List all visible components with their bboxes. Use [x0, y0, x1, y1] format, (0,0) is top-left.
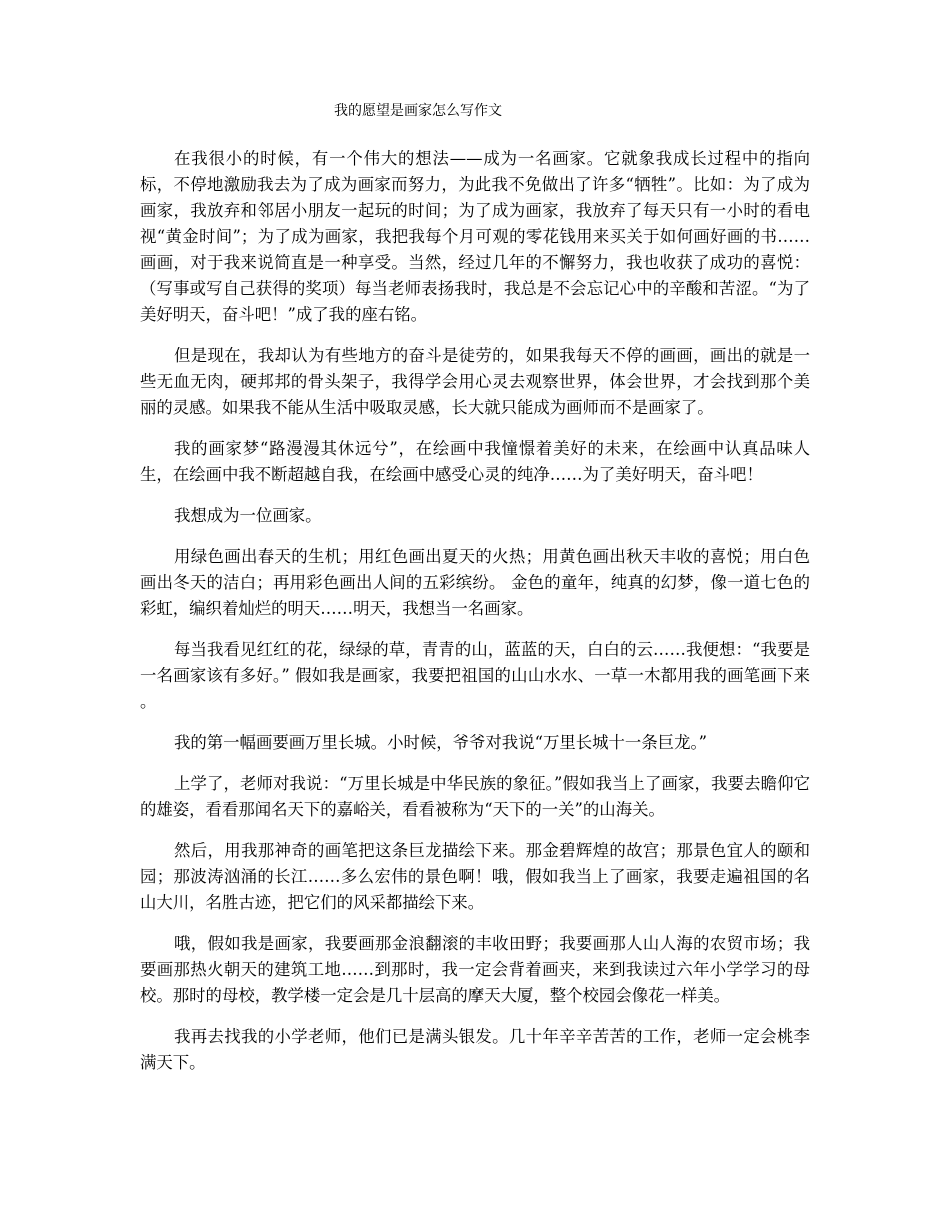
paragraph-10: 哦，假如我是画家，我要画那金浪翻滚的丰收田野；我要画那人山人海的农贸市场；我要画那热火朝天的建筑工地……到那时，我一定会背着画夹，来到我读过六年小学学习的母校。那时的母校，教学楼一定会是几十层高的摩天大厦，整个校园会像花一样美。	[140, 934, 810, 1005]
paragraph-9: 然后，用我那神奇的画笔把这条巨龙描绘下来。那金碧辉煌的故宫；那景色宜人的颐和园；那波涛汹涌的长江……多么宏伟的景色啊！哦，假如我当上了画家，我要走遍祖国的名山大川，名胜古迹，把它们的风采都描绘下来。	[140, 841, 810, 912]
paragraph-11: 我再去找我的小学老师，他们已是满头银发。几十年辛辛苦苦的工作，老师一定会桃李满天下。	[140, 1027, 810, 1072]
document-body	[140, 146, 810, 1091]
document-title: 我的愿望是画家怎么写作文	[334, 103, 502, 119]
paragraph-1: 在我很小的时候，有一个伟大的想法——成为一名画家。它就象我成长过程中的指向标，不停地激励我去为了成为画家而努力，为此我不免做出了许多“牺牲”。比如：为了成为画家，我放弃和邻居小朋友一起玩的时间；为了成为画家，我放弃了每天只有一小时的看电视“黄金时间”；为了成为画家，我把我每个月可观的零花钱用来买关于如何画好画的书……画画，对于我来说简直是一种享受。当然，经过几年的不懈努力，我也收获了成功的喜悦：（写事或写自己获得的奖项）每当老师表扬我时，我总是不会忘记心中的辛酸和苦涩。“为了美好明天，奋斗吧！”成了我的座右铭。	[140, 149, 810, 324]
paragraph-6: 每当我看见红红的花，绿绿的草，青青的山，蓝蓝的天，白白的云……我便想：“我要是一名画家该有多好。” 假如我是画家，我要把祖国的山山水水、一草一木都用我的画笔画下来 。	[140, 640, 810, 711]
paragraph-4: 我想成为一位画家。	[174, 506, 322, 525]
paragraph-7: 我的第一幅画要画万里长城。小时候，爷爷对我说“万里长城十一条巨龙。”	[174, 733, 708, 752]
paragraph-3: 我的画家梦“路漫漫其休远兮”，在绘画中我憧憬着美好的未来，在绘画中认真品味人生，在绘画中我不断超越自我，在绘画中感受心灵的纯净……为了美好明天，奋斗吧！	[140, 439, 810, 484]
paragraph-8: 上学了，老师对我说：“万里长城是中华民族的象征。”假如我当上了画家，我要去瞻仰它的雄姿，看看那闻名天下的嘉峪关，看看被称为“天下的一关”的山海关。	[140, 774, 810, 819]
paragraph-2: 但是现在，我却认为有些地方的奋斗是徒劳的，如果我每天不停的画画，画出的就是一些无血无肉，硬邦邦的骨头架子，我得学会用心灵去观察世界，体会世界，才会找到那个美丽的灵感。如果我不能从生活中吸取灵感，长大就只能成为画师而不是画家了。	[140, 346, 810, 417]
paragraph-5: 用绿色画出春天的生机；用红色画出夏天的火热；用黄色画出秋天丰收的喜悦；用白色画出冬天的洁白；再用彩色画出人间的五彩缤纷。 金色的童年，纯真的幻梦，像一道七色的彩虹，编织着灿烂的明天……明天，我想当一名画家。	[140, 547, 810, 618]
